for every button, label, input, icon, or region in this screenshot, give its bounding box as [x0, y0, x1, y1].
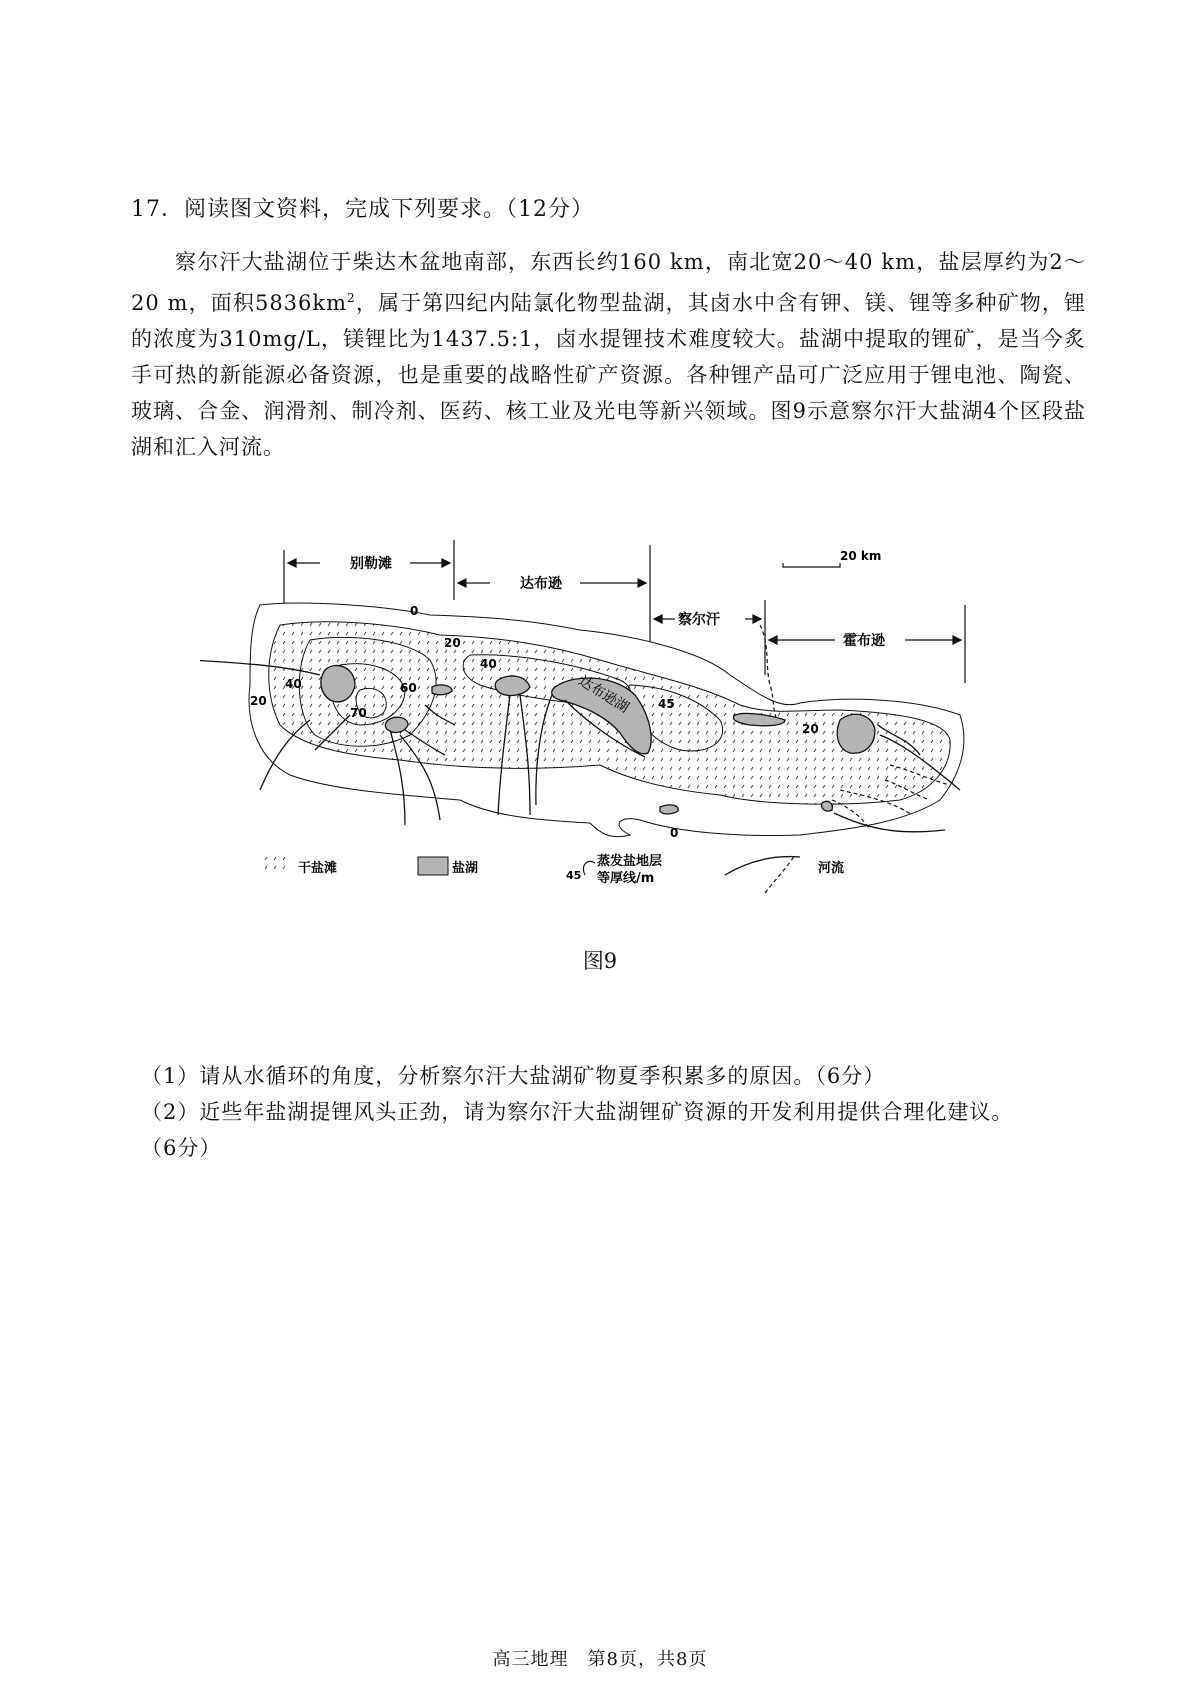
- subquestion-2: （2）近些年盐湖提锂风头正劲，请为察尔汗大盐湖锂矿资源的开发利用提供合理化建议。: [141, 1100, 1014, 1124]
- passage-text-2: ，属于第四纪内陆氯化物型盐湖，其卤水中含有钾、镁、锂等多种矿物，锂的浓度为310mg/L，镁锂比为1437.5:1，卤水提锂技术难度较大。盐湖中提取的锂矿，是当今炙手可热的新能源必备资源，也是重要的战略性矿产资源。各种锂产品可广泛应用于锂电池、陶瓷、玻璃、合金、润滑剂、制冷剂、医药、核工业及光电等新兴领域。图9示意察尔汗大盐湖4个区段盐湖和汇入河流。: [131, 291, 1086, 459]
- legend: [260, 853, 844, 893]
- salt-lake-small-5: [822, 801, 833, 811]
- contour-label: 0: [670, 826, 679, 840]
- figure-caption: 图9: [582, 949, 618, 973]
- lake-label-dabuxun: 达布逊湖: [575, 672, 632, 717]
- section-label-huobuxun: 霍布逊: [843, 633, 885, 649]
- subquestion-2-score: （6分）: [141, 1136, 222, 1160]
- section-label-bieletan: 别勒滩: [350, 556, 392, 572]
- subquestion-1: （1）请从水循环的角度，分析察尔汗大盐湖矿物夏季积累多的原因。（6分）: [141, 1064, 886, 1088]
- question-passage: [131, 244, 1086, 465]
- section-label-dabuxun: 达布逊: [520, 576, 562, 592]
- salt-lake-small-1: [385, 717, 408, 732]
- salt-lake-bieletan: [321, 665, 355, 701]
- contour-label: 0: [410, 604, 419, 618]
- contour-label: 40: [480, 657, 497, 671]
- page-footer: 高三地理 第8页，共8页: [492, 1649, 708, 1670]
- section-label-chaerhan: 察尔汗: [678, 612, 720, 628]
- legend-isopach-line1: 蒸发盐地层: [597, 854, 663, 869]
- scale-label: 20 km: [840, 549, 882, 563]
- contour-label: 70: [350, 706, 367, 720]
- legend-isopach-line2: 等厚线/m: [597, 871, 655, 886]
- question-title: 17．阅读图文资料，完成下列要求。（12分）: [131, 197, 594, 222]
- legend-river: 河流: [818, 861, 845, 876]
- contour-label: 60: [400, 681, 417, 695]
- salt-lake-map: [200, 535, 1060, 935]
- legend-isopach-value: 45: [566, 869, 582, 882]
- contour-label: 45: [658, 697, 675, 711]
- salt-lake-huobuxun: [837, 714, 875, 753]
- legend-salt-lake: 盐湖: [452, 861, 479, 876]
- salt-lake-small-4: [660, 805, 678, 814]
- contour-label: 20: [802, 722, 819, 736]
- scale-bar: [783, 549, 881, 567]
- passage-text-1: 察尔汗大盐湖位于柴达木盆地南部，东西长约160 km，南北宽20～40 km，盐层厚约为2～20 m，面积5836km: [131, 250, 1086, 315]
- contour-label: 20: [250, 694, 267, 708]
- contour-label: 20: [444, 636, 461, 650]
- map-svg: [200, 535, 1060, 935]
- contour-label: 40: [285, 677, 302, 691]
- legend-dry-salt-flat: 干盐滩: [298, 861, 338, 876]
- passage-superscript: 2: [347, 291, 356, 305]
- salt-lake-small-2: [432, 685, 452, 695]
